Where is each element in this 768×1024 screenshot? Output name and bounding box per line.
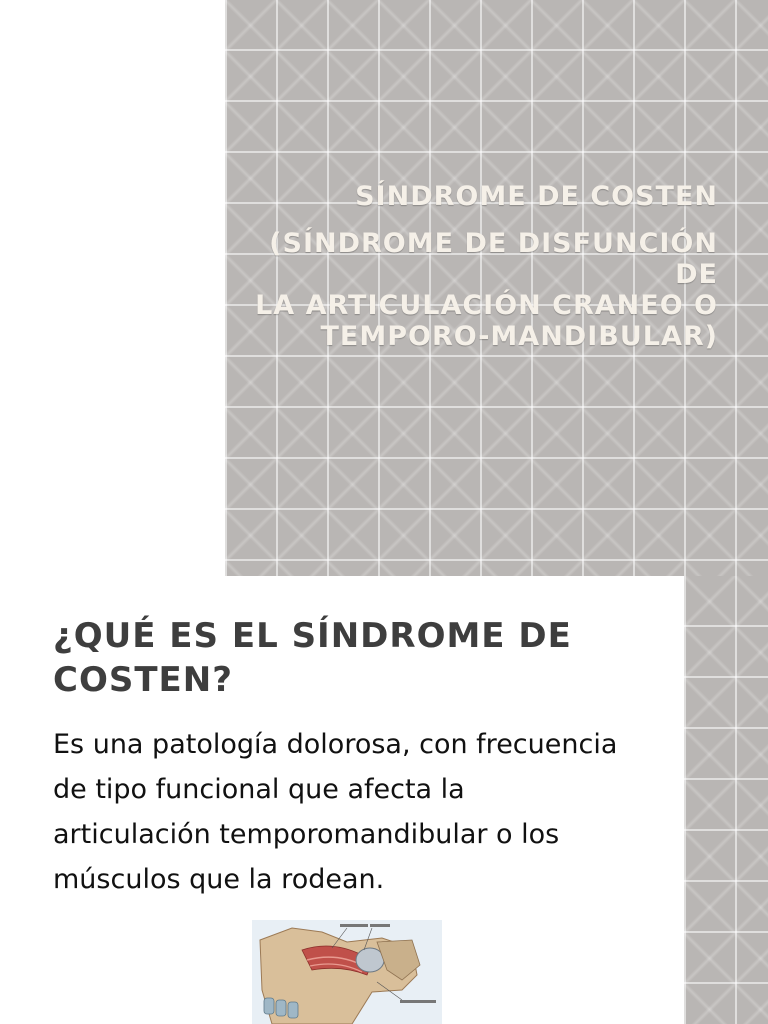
subtitle-line: LA ARTICULACIÓN CRANEO O bbox=[255, 290, 718, 321]
heading-line: COSTEN? bbox=[53, 660, 233, 700]
slide-title: SÍNDROME DE COSTEN bbox=[355, 181, 718, 212]
body-line: Es una patología dolorosa, con frecuencia bbox=[53, 729, 618, 760]
body-line: músculos que la rodean. bbox=[53, 864, 385, 895]
jaw-anatomy-drawing bbox=[252, 920, 442, 1024]
subtitle-line: (SÍNDROME DE DISFUNCIÓN DE bbox=[269, 228, 718, 290]
title-block bbox=[238, 180, 718, 352]
heading-line: ¿QUÉ ES EL SÍNDROME DE bbox=[53, 616, 572, 656]
body-line: de tipo funcional que afecta la bbox=[53, 774, 465, 805]
definition-text bbox=[53, 722, 673, 902]
section-heading bbox=[53, 614, 653, 702]
slide-subtitle bbox=[238, 228, 718, 352]
title-slide bbox=[225, 0, 768, 576]
subtitle-line: TEMPORO-MANDIBULAR) bbox=[320, 321, 718, 352]
body-line: articulación temporomandibular o los bbox=[53, 819, 560, 850]
anatomy-illustration bbox=[252, 920, 442, 1024]
content-slide-pattern-strip bbox=[684, 576, 768, 1024]
